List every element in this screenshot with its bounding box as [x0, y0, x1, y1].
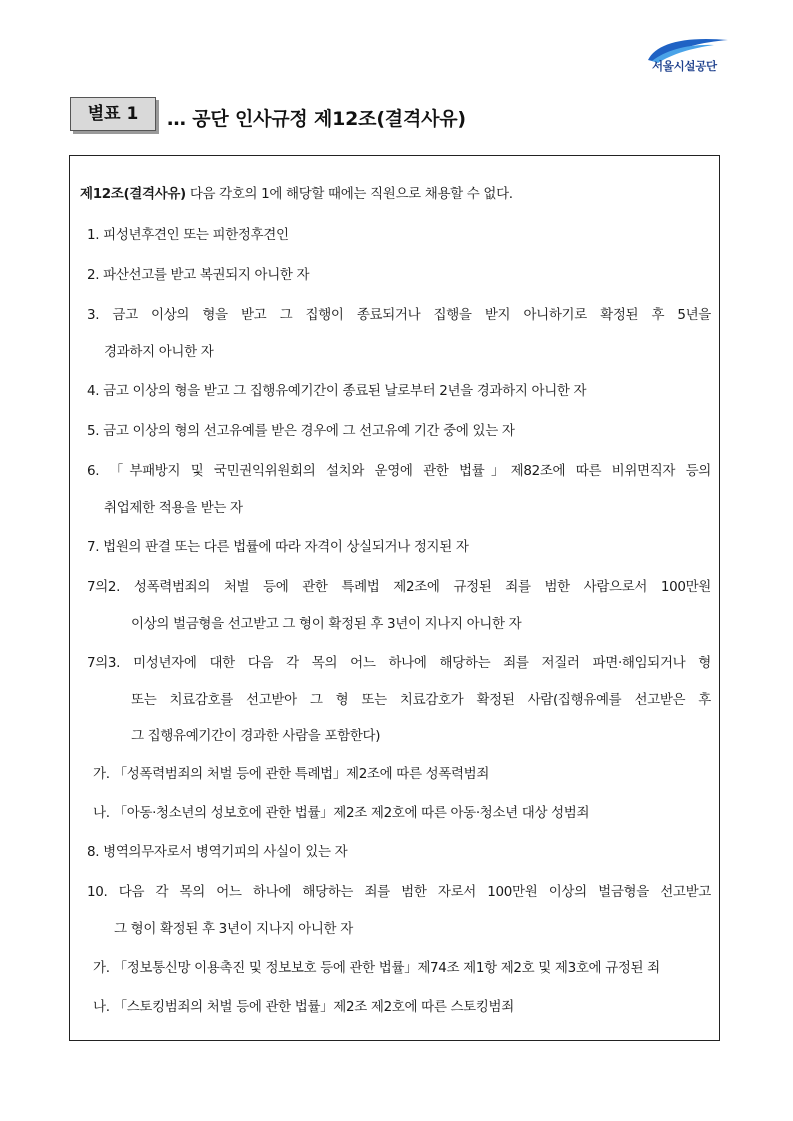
page-title: … 공단 인사규정 제12조(결격사유) — [167, 108, 466, 130]
seoul-facilities-logo — [642, 36, 734, 82]
clause-7-3-ga: 가. 「성폭력범죄의 처벌 등에 관한 특례법」제2조에 따른 성폭력범죄 — [93, 766, 490, 782]
clause-6-cont: 취업제한 적용을 받는 자 — [104, 500, 243, 516]
clause-7-3-na: 나. 「아동·청소년의 성보호에 관한 법률」제2조 제2호에 따른 아동·청소년 대상 성범죄 — [93, 805, 590, 821]
clause-10-na: 나. 「스토킹범죄의 처벌 등에 관한 법률」제2조 제2호에 따른 스토킹범죄 — [93, 999, 514, 1015]
clause-7-3: 7의3. 미성년자에 대한 다음 각 목의 어느 하나에 해당하는 죄를 저질러 파면·해임되거나 형 — [87, 655, 711, 671]
clause-4: 4. 금고 이상의 형을 받고 그 집행유예기간이 종료된 날로부터 2년을 경과하지 아니한 자 — [87, 383, 587, 399]
article-heading: 제12조(결격사유) — [80, 186, 186, 202]
clause-2: 2. 파산선고를 받고 복권되지 아니한 자 — [87, 267, 310, 283]
clause-6: 6. 「부패방지 및 국민권익위원회의 설치와 운영에 관한 법률」제82조에 따른 비위면직자 등의 — [87, 463, 711, 479]
clause-7-2-cont: 이상의 벌금형을 선고받고 그 형이 확정된 후 3년이 지나지 아니한 자 — [131, 616, 522, 632]
clause-8: 8. 병역의무자로서 병역기피의 사실이 있는 자 — [87, 844, 348, 860]
clause-5: 5. 금고 이상의 형의 선고유예를 받은 경우에 그 선고유예 기간 중에 있는 자 — [87, 423, 515, 439]
regulation-box — [69, 155, 720, 1041]
clause-7-3-cont-1: 또는 치료감호를 선고받아 그 형 또는 치료감호가 확정된 사람(집행유예를 선고받은 후 — [131, 692, 711, 708]
clause-10-cont: 그 형이 확정된 후 3년이 지나지 아니한 자 — [114, 921, 353, 937]
clause-7-2: 7의2. 성폭력범죄의 처벌 등에 관한 특례법 제2조에 규정된 죄를 범한 사람으로서 100만원 — [87, 579, 711, 595]
article-heading-line — [80, 182, 513, 202]
clause-3: 3. 금고 이상의 형을 받고 그 집행이 종료되거나 집행을 받지 아니하기로 확정된 후 5년을 — [87, 307, 711, 323]
clause-3-cont: 경과하지 아니한 자 — [104, 344, 214, 360]
clause-1: 1. 피성년후견인 또는 피한정후견인 — [87, 227, 289, 243]
clause-10-ga: 가. 「정보통신망 이용촉진 및 정보보호 등에 관한 법률」제74조 제1항 제2호 및 제3호에 규정된 죄 — [93, 960, 660, 976]
clause-7-3-cont-2: 그 집행유예기간이 경과한 사람을 포함한다) — [131, 728, 381, 744]
article-intro: 다음 각호의 1에 해당할 때에는 직원으로 채용할 수 없다. — [189, 186, 513, 202]
logo-text: 서울시설공단 — [652, 59, 717, 73]
clause-7: 7. 법원의 판결 또는 다른 법률에 따라 자격이 상실되거나 정지된 자 — [87, 539, 469, 555]
appendix-badge: 별표 1 — [70, 97, 156, 131]
clause-10: 10. 다음 각 목의 어느 하나에 해당하는 죄를 범한 자로서 100만원 이상의 벌금형을 선고받고 — [87, 884, 711, 900]
